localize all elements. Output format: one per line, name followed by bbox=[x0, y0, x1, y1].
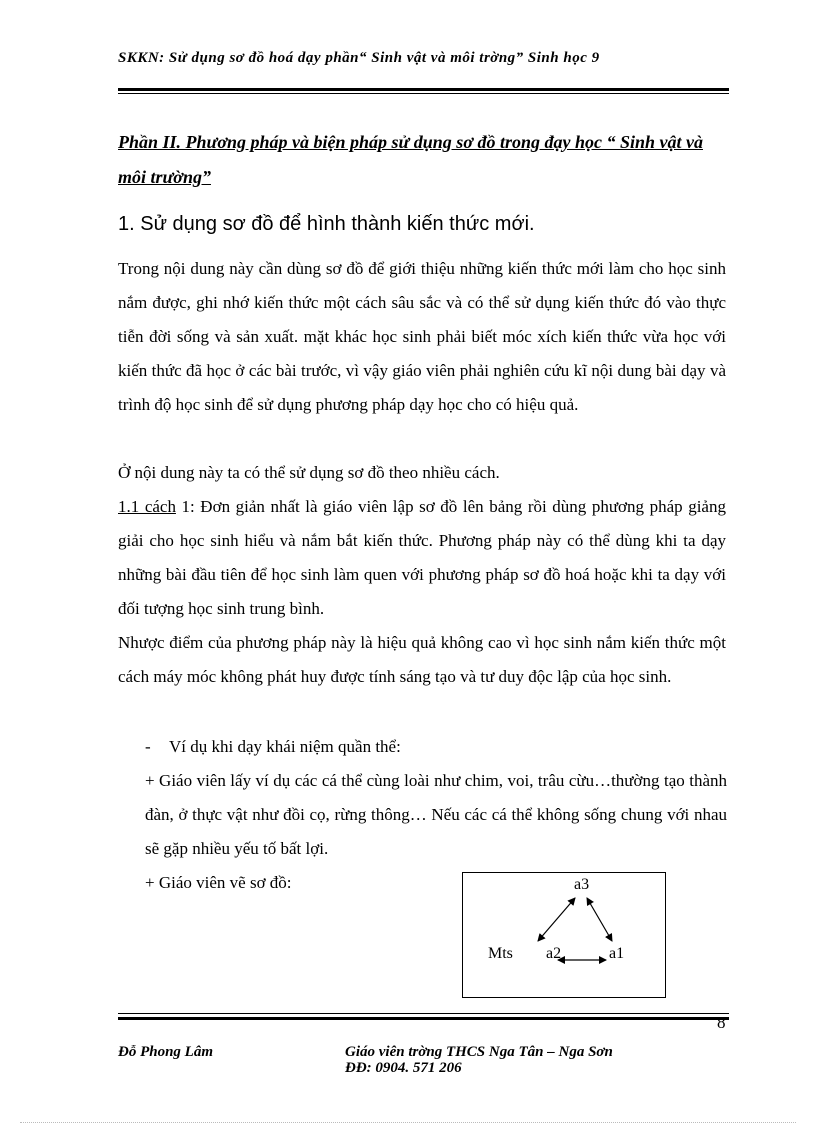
node-mts: Mts bbox=[488, 945, 513, 962]
paragraph-intro: Trong nội dung này cần dùng sơ đồ để giới thiệu những kiến thức mới làm cho học sinh nắm được, ghi nhớ kiến thức một cách sâu sắc và có thể sử dụng kiến thức đó vào thực tiễn đời sống và sản xuất. mặt khác học sinh phải biết móc xích kiến thức vừa học với kiến thức đã học ở các bài trước, vì vậy giáo viên phải nghiên cứu kĩ nội dung bài dạy và trình độ học sinh để sử dụng phương pháp dạy học cho có hiệu quả. bbox=[118, 259, 726, 414]
population-diagram bbox=[462, 872, 666, 998]
paragraph-ways: Ở nội dung này ta có thể sử dụng sơ đồ theo nhiều cách. bbox=[118, 463, 500, 482]
footer-rule-thick bbox=[118, 1017, 729, 1020]
header-rule-thin bbox=[118, 93, 729, 94]
paragraph-method-1 bbox=[118, 490, 726, 626]
paragraph-example-body: + Giáo viên lấy ví dụ các cá thể cùng loài như chim, voi, trâu cừu…thường tạo thành đàn, ở thực vật như đồi cọ, rừng thông… Nếu các cá thể không sống chung với nhau sẽ gặp nhiều yếu tố bất lợi. bbox=[145, 771, 727, 858]
paragraph-draw-diagram: + Giáo viên vẽ sơ đồ: bbox=[145, 873, 292, 892]
method-text: 1: Đơn giản nhất là giáo viên lập sơ đồ lên bảng rồi dùng phương pháp giảng giải cho học sinh hiểu và nắm bắt kiến thức. Phương pháp này có thể dùng khi ta dạy những bài đầu tiên để học sinh làm quen với phương pháp sơ đồ hoá hoặc khi ta dạy với đối tượng học sinh trung bình. bbox=[118, 497, 726, 618]
example-line bbox=[145, 730, 401, 764]
footer-phone: ĐĐ: 0904. 571 206 bbox=[345, 1060, 462, 1076]
arrow-a2-a3 bbox=[538, 898, 575, 941]
diagram-arrows bbox=[463, 873, 667, 999]
page-number: 8 bbox=[717, 1013, 726, 1032]
paragraph-drawback: Nhược điểm của phương pháp này là hiệu quả không cao vì học sinh nắm kiến thức một cách máy móc không phát huy được tính sáng tạo và tư duy độc lập của học sinh. bbox=[118, 633, 726, 686]
footer-rule-thin bbox=[118, 1013, 729, 1014]
footer-role: Giáo viên trờng THCS Nga Tân – Nga Sơn bbox=[345, 1044, 613, 1060]
heading-1: 1. Sử dụng sơ đồ để hình thành kiến thức mới. bbox=[118, 213, 535, 235]
node-a3: a3 bbox=[574, 876, 590, 893]
footer-author: Đỗ Phong Lâm bbox=[118, 1044, 214, 1060]
node-a2: a2 bbox=[546, 945, 562, 962]
method-label: 1.1 cách bbox=[118, 497, 176, 516]
list-dash: - bbox=[145, 737, 151, 756]
example-text: Ví dụ khi dạy khái niệm quần thể: bbox=[169, 737, 401, 756]
node-a1: a1 bbox=[609, 945, 625, 962]
section-title: Phần II. Phương pháp và biện pháp sử dụng sơ đồ trong đạy học “ Sinh vật và môi trường” bbox=[118, 132, 703, 187]
arrow-a3-a1 bbox=[587, 898, 612, 941]
header-rule-thick bbox=[118, 88, 729, 91]
running-header: SKKN: Sử dụng sơ đồ hoá dạy phần“ Sinh vật và môi trờng” Sinh học 9 bbox=[118, 50, 600, 66]
